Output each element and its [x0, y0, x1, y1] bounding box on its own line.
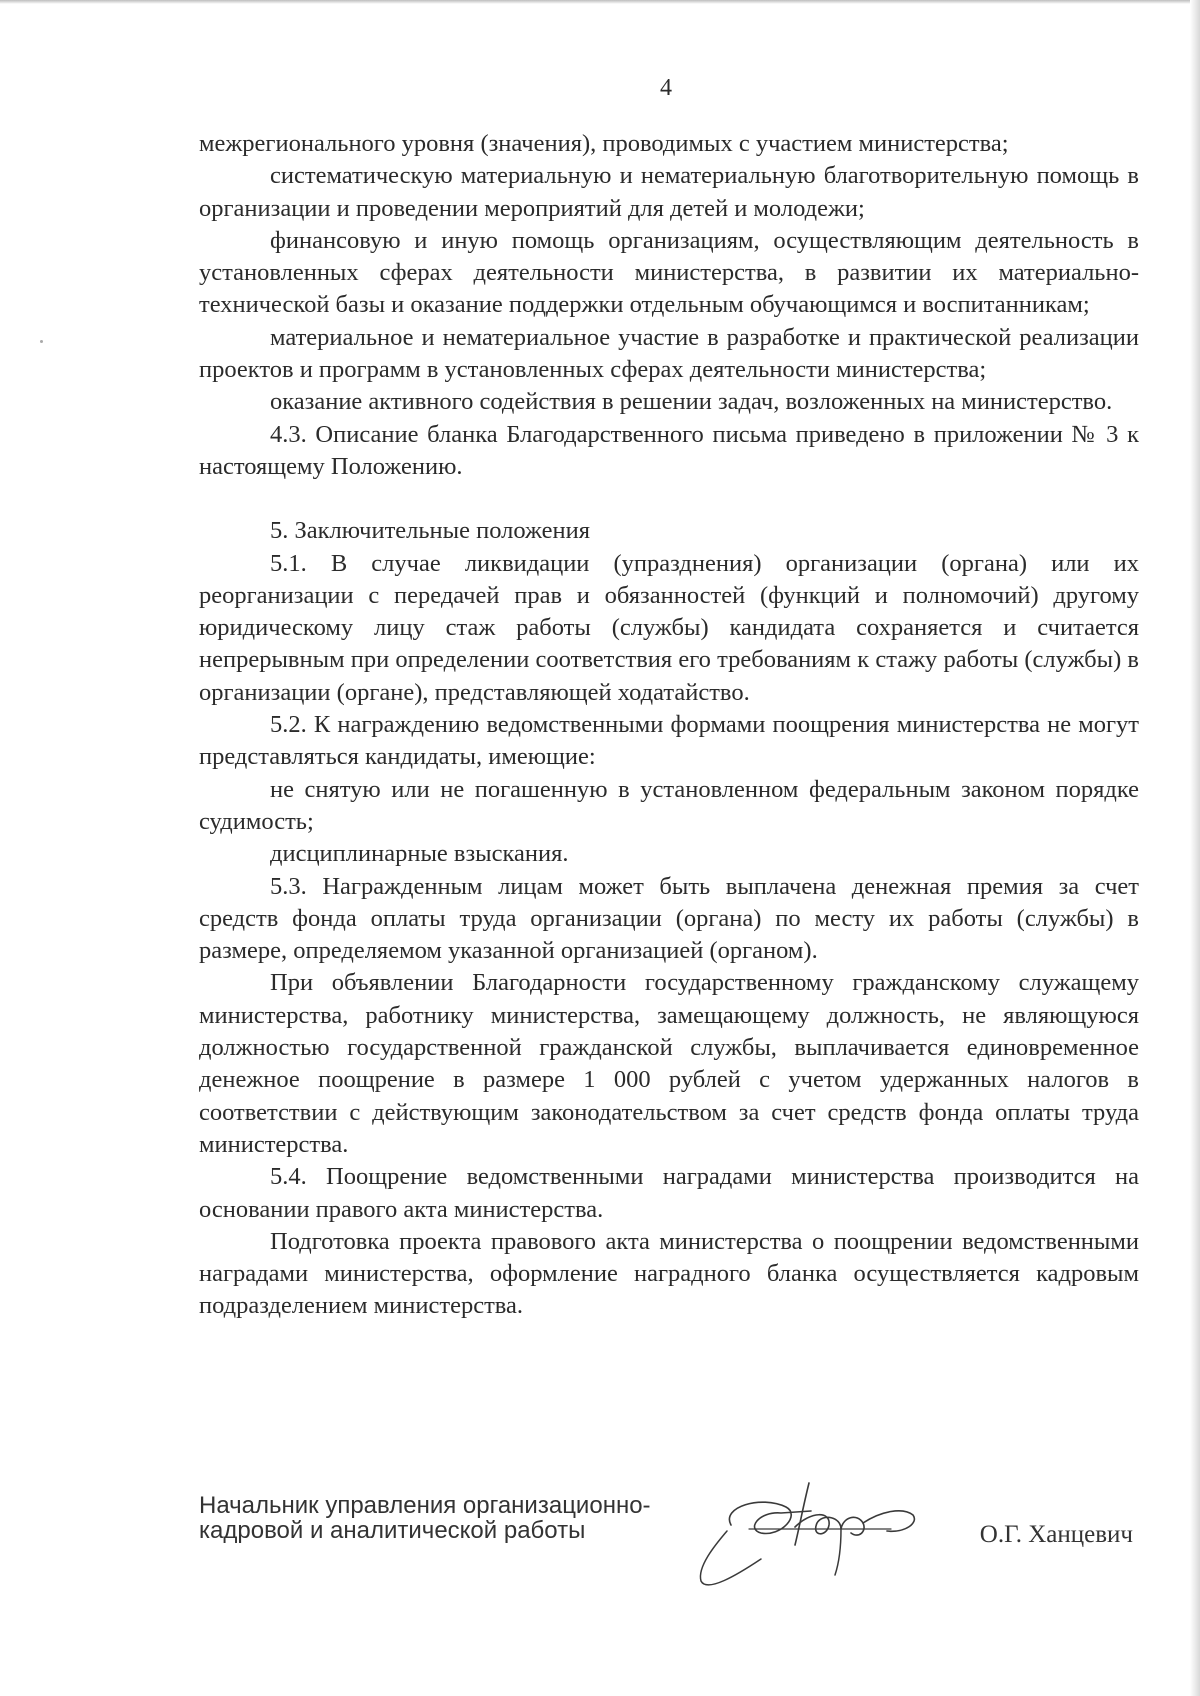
paragraph: материальное и нематериальное участие в разработке и практической реализации проектов и программ в установленных сферах деятельности министерства; [199, 323, 1139, 384]
scan-speck [40, 340, 43, 343]
signer-position-line: Начальник управления организационно- [199, 1492, 651, 1519]
signer-position [199, 1493, 651, 1543]
paragraph: финансовую и иную помощь организациям, осуществляющим деятельность в установленных сферах деятельности министерства, в развитии их материально-технической базы и оказание поддержки отдельным обучающимся и воспитанникам; [199, 226, 1139, 319]
paragraph: 5.1. В случае ликвидации (упразднения) организации (органа) или их реорганизации с передачей прав и обязанностей (функций и полномочий) другому юридическому лицу стаж работы (службы) кандидата сохраняется и считается непрерывным при определении соответствия его требованиям к стажу работы (службы) в организации (органе), представляющей ходатайство. [199, 549, 1139, 706]
paragraph: 5.2. К награждению ведомственными формами поощрения министерства не могут представляться кандидаты, имеющие: [199, 711, 1139, 771]
signature-block [199, 1491, 1139, 1611]
paragraph: межрегионального уровня (значения), проводимых с участием министерства; [199, 130, 1009, 157]
signer-position-line: кадровой и аналитической работы [199, 1517, 586, 1544]
scan-edge-top [0, 0, 1200, 4]
scan-edge-right [1190, 0, 1200, 1696]
signer-name: О.Г. Ханцевич [979, 1521, 1133, 1548]
paragraph: Подготовка проекта правового акта министерства о поощрении ведомственными наградами министерства, оформление наградного бланка осуществляется кадровым подразделением министерства. [199, 1227, 1139, 1320]
paragraph: 5.3. Награжденным лицам может быть выплачена денежная премия за счет средств фонда оплаты труда организации (органа) по месту их работы (службы) в размере, определяемом указанной организацией (органом). [199, 872, 1139, 965]
handwritten-signature [691, 1467, 931, 1597]
paragraph: При объявлении Благодарности государственному гражданскому служащему министерства, работнику министерства, замещающему должность, не являющуюся должностью государственной гражданской службы, выплачивается единовременное денежное поощрение в размере 1 000 рублей с учетом удержанных налогов в соответствии с действующим законодательством за счет средств фонда оплаты труда министерства. [199, 969, 1139, 1158]
section-heading: 5. Заключительные положения [270, 517, 591, 545]
paragraph: систематическую материальную и нематериальную благотворительную помощь в организации и проведении мероприятий для детей и молодежи; [199, 162, 1139, 222]
paragraph: оказание активного содействия в решении задач, возложенных на министерство. [270, 388, 1113, 416]
page-number: 4 [660, 75, 672, 101]
paragraph: 5.4. Поощрение ведомственными наградами министерства производится на основании правого акта министерства. [199, 1163, 1139, 1223]
paragraph: 4.3. Описание бланка Благодарственного письма приведено в приложении № 3 к настоящему Положению. [199, 420, 1139, 480]
paragraph: дисциплинарные взыскания. [270, 840, 569, 868]
paragraph: не снятую или не погашенную в установленном федеральным законом порядке судимость; [199, 775, 1139, 835]
document-body [199, 128, 1139, 1323]
